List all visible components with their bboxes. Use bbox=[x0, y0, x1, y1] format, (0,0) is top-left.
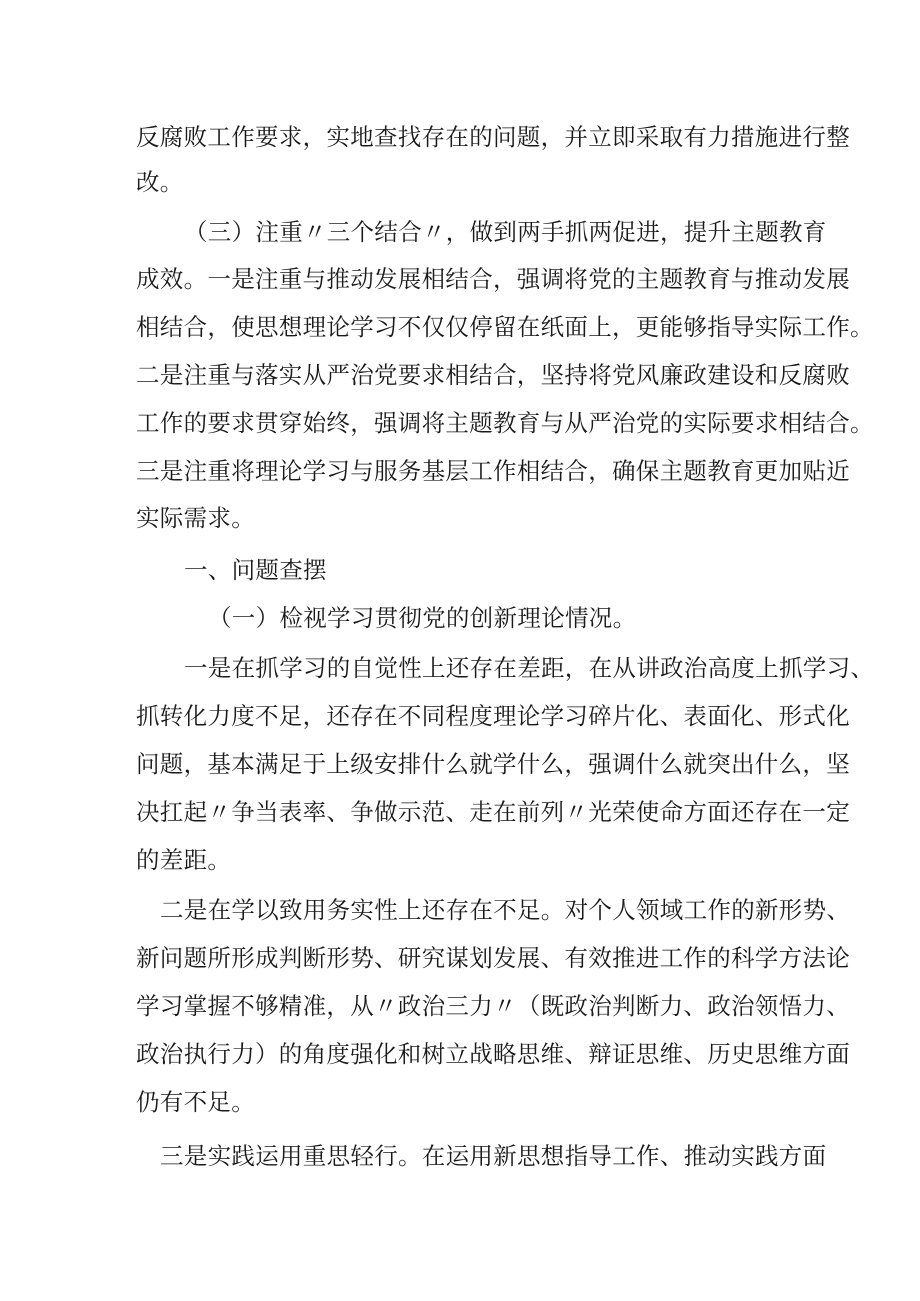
text-line: 二是在学以致用务实性上还存在不足。对个人领域工作的新形势、 bbox=[160, 896, 851, 924]
text-line: 抓转化力度不足，还存在不同程度理论学习碎片化、表面化、形式化 bbox=[136, 702, 850, 730]
text-line: 新问题所形成判断形势、研究谋划发展、有效推进工作的科学方法论 bbox=[136, 944, 850, 972]
text-line: 三是注重将理论学习与服务基层工作相结合，确保主题教育更加贴近 bbox=[136, 457, 850, 485]
text-line: （三）注重〃三个结合〃，做到两手抓两促进，提升主题教育 bbox=[184, 218, 827, 246]
subsection-heading: （一）检视学习贯彻党的创新理论情况。 bbox=[208, 604, 637, 632]
text-line: 成效。一是注重与推动发展相结合，强调将党的主题教育与推动发展 bbox=[136, 265, 850, 293]
text-line: 问题，基本满足于上级安排什么就学什么，强调什么就突出什么，坚 bbox=[136, 750, 850, 778]
text-line: 实际需求。 bbox=[136, 504, 255, 532]
text-line: 仍有不足。 bbox=[136, 1088, 255, 1116]
text-line: 决扛起〃争当表率、争做示范、走在前列〃光荣使命方面还存在一定 bbox=[136, 798, 850, 826]
section-heading: 一、问题查摆 bbox=[184, 556, 327, 584]
text-line: 学习掌握不够精准，从〃政治三力〃（既政治判断力、政治领悟力、 bbox=[136, 992, 850, 1020]
text-line: 三是实践运用重思轻行。在运用新思想指导工作、推动实践方面 bbox=[160, 1142, 827, 1170]
text-line: 政治执行力）的角度强化和树立战略思维、辩证思维、历史思维方面 bbox=[136, 1040, 850, 1068]
text-line: 的差距。 bbox=[136, 846, 232, 874]
text-line: 反腐败工作要求，实地查找存在的问题，并立即采取有力措施进行整 bbox=[136, 123, 850, 151]
text-line: 相结合，使思想理论学习不仅仅停留在纸面上，更能够指导实际工作。 bbox=[136, 313, 874, 341]
text-line: 一是在抓学习的自觉性上还存在差距，在从讲政治高度上抓学习、 bbox=[184, 654, 875, 682]
text-line: 工作的要求贯穿始终，强调将主题教育与从严治党的实际要求相结合。 bbox=[136, 409, 874, 437]
text-line: 二是注重与落实从严治党要求相结合，坚持将党风廉政建设和反腐败 bbox=[136, 361, 850, 389]
text-line: 改。 bbox=[136, 168, 184, 196]
